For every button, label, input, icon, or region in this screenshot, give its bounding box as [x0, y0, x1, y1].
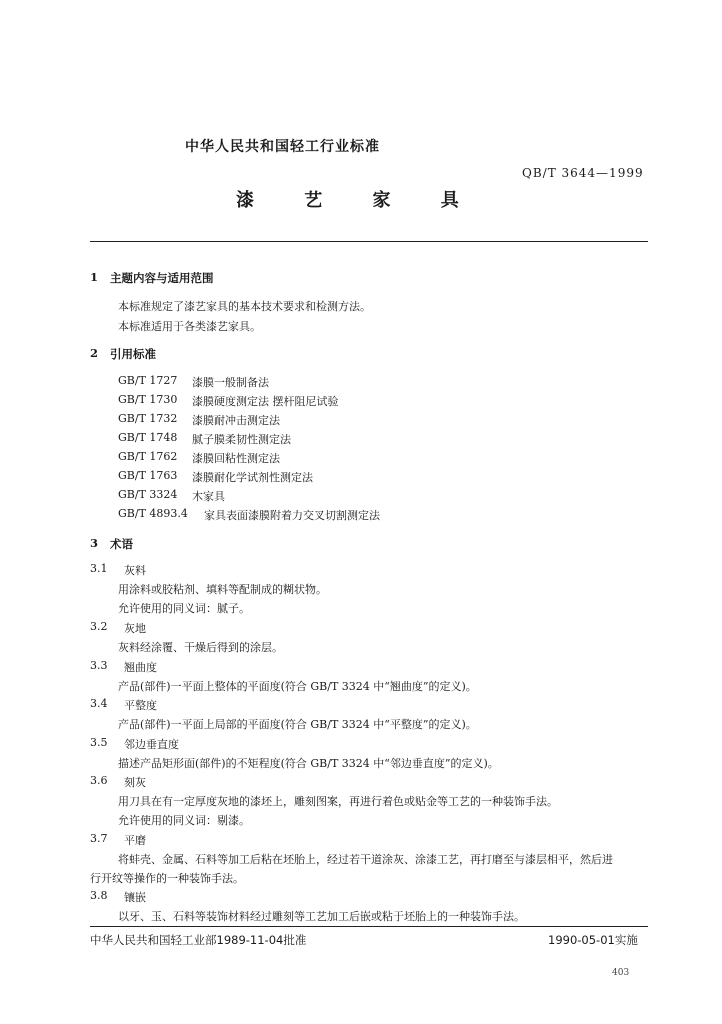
term-name: 灰地: [124, 622, 146, 635]
reference-name: 漆膜耐冲击测定法: [192, 414, 280, 427]
section-1-line: 本标准规定了漆艺家具的基本技术要求和检测方法。: [118, 300, 371, 313]
term-number: 3.8: [90, 889, 108, 902]
term-name: 翘曲度: [124, 661, 157, 674]
term-definition: 行开纹等操作的一种装饰手法。: [90, 872, 244, 885]
term-name: 灰料: [124, 564, 146, 577]
reference-code: GB/T 3324: [118, 488, 178, 501]
term-definition: 以牙、玉、石料等装饰材料经过雕刻等工艺加工后嵌或粘于坯胎上的一种装饰手法。: [118, 910, 525, 923]
footer-rule: [90, 926, 648, 927]
reference-name: 木家具: [192, 490, 225, 503]
reference-code: GB/T 1732: [118, 412, 178, 425]
standard-code: QB/T 3644—1999: [522, 166, 644, 180]
term-definition: 用涂料或胶粘剂、填料等配制成的糊状物。: [118, 583, 327, 596]
reference-code: GB/T 4893.4: [118, 507, 188, 520]
term-definition: 允许使用的同义词：腻子。: [118, 602, 250, 615]
document-title: 漆 艺 家 具: [236, 190, 481, 211]
term-name: 镶嵌: [124, 891, 146, 904]
reference-name: 漆膜回粘性测定法: [192, 452, 280, 465]
term-definition: 描述产品矩形面(部件)的不矩程度(符合 GB/T 3324 中“邻边垂直度”的定义)。: [118, 757, 499, 770]
section-3-heading: 术语: [110, 537, 133, 551]
implementation-date: 1990-05-01实施: [548, 933, 638, 947]
term-name: 刻灰: [124, 776, 146, 789]
section-2-number: 2: [90, 346, 99, 360]
term-number: 3.1: [90, 562, 108, 575]
term-definition: 用刀具在有一定厚度灰地的漆坯上，雕刻图案，再进行着色或贴金等工艺的一种装饰手法。: [118, 795, 558, 808]
header-rule: [90, 241, 648, 242]
term-number: 3.7: [90, 832, 108, 845]
term-name: 邻边垂直度: [124, 738, 179, 751]
term-number: 3.6: [90, 774, 108, 787]
reference-name: 漆膜硬度测定法 摆杆阻尼试验: [192, 395, 339, 408]
term-number: 3.2: [90, 620, 108, 633]
reference-name: 家具表面漆膜附着力交叉切割测定法: [204, 509, 380, 522]
term-definition: 允许使用的同义词：剔漆。: [118, 814, 250, 827]
issuer-title: 中华人民共和国轻工行业标准: [185, 139, 380, 155]
section-3-number: 3: [90, 536, 99, 550]
section-1-line: 本标准适用于各类漆艺家具。: [118, 320, 261, 333]
reference-name: 漆膜一般制备法: [192, 376, 269, 389]
section-1-number: 1: [90, 270, 99, 284]
term-number: 3.5: [90, 736, 108, 749]
approval-note: 中华人民共和国轻工业部1989-11-04批准: [90, 933, 307, 947]
page-number: 403: [612, 968, 630, 978]
reference-name: 漆膜耐化学试剂性测定法: [192, 471, 313, 484]
term-definition: 产品(部件)一平面上局部的平面度(符合 GB/T 3324 中“平整度”的定义)。: [118, 718, 477, 731]
term-number: 3.3: [90, 659, 108, 672]
reference-code: GB/T 1763: [118, 469, 178, 482]
reference-code: GB/T 1727: [118, 374, 178, 387]
reference-name: 腻子膜柔韧性测定法: [192, 433, 291, 446]
reference-code: GB/T 1748: [118, 431, 178, 444]
reference-code: GB/T 1730: [118, 393, 178, 406]
term-definition: 产品(部件)一平面上整体的平面度(符合 GB/T 3324 中“翘曲度”的定义)。: [118, 680, 477, 693]
section-2-heading: 引用标准: [110, 347, 156, 361]
section-1-heading: 主题内容与适用范围: [110, 271, 214, 285]
term-definition: 将蚌壳、金属、石料等加工后粘在坯胎上，经过若干道涂灰、涂漆工艺，再打磨至与漆层相平，然后进: [118, 853, 613, 866]
reference-code: GB/T 1762: [118, 450, 178, 463]
term-name: 平整度: [124, 699, 157, 712]
term-name: 平磨: [124, 834, 146, 847]
term-number: 3.4: [90, 697, 108, 710]
term-definition: 灰料经涂覆、干燥后得到的涂层。: [118, 641, 283, 654]
